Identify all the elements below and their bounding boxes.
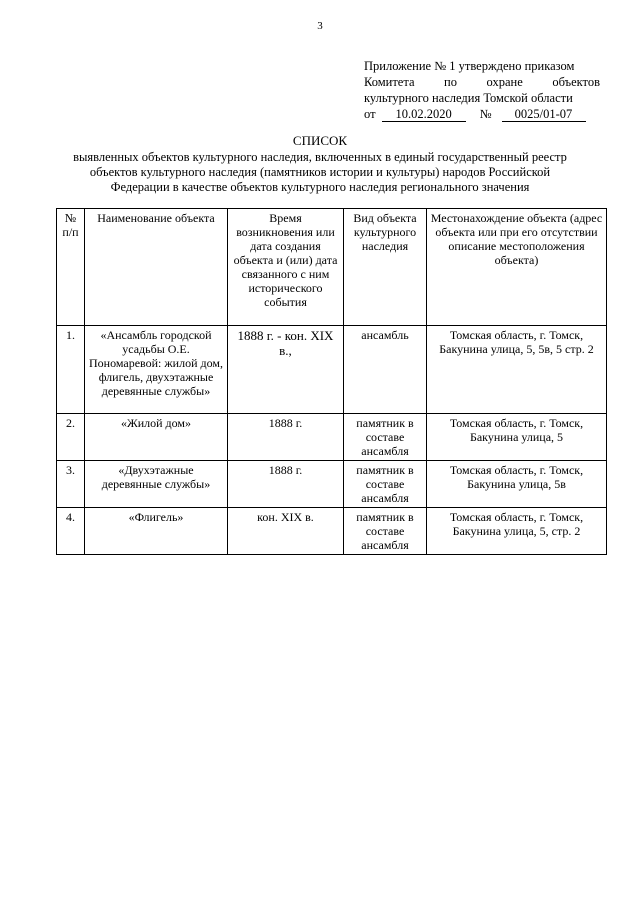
heritage-registry-table <box>56 208 607 555</box>
header-name: Наименование объекта <box>85 209 228 326</box>
table-row <box>57 326 607 414</box>
cell-date: 1888 г. - кон. XIX в., <box>228 326 344 414</box>
cell-date: кон. XIX в. <box>228 508 344 555</box>
approval-line-2: Комитета по охране объектов <box>364 75 600 89</box>
approval-date-line <box>364 106 600 122</box>
cell-date: 1888 г. <box>228 461 344 508</box>
cell-kind: памятник в составе ансамбля <box>344 414 427 461</box>
cell-location: Томская область, г. Томск, Бакунина улица, 5, стр. 2 <box>427 508 607 555</box>
header-number: № п/п <box>57 209 85 326</box>
table-row <box>57 508 607 555</box>
number-label: № <box>479 107 492 121</box>
header-location: Местонахождение объекта (адрес объекта или при его отсутствии описание местоположения объекта) <box>427 209 607 326</box>
cell-name: «Жилой дом» <box>85 414 228 461</box>
cell-date: 1888 г. <box>228 414 344 461</box>
cell-kind: памятник в составе ансамбля <box>344 461 427 508</box>
table-header-row <box>57 209 607 326</box>
cell-number: 3. <box>57 461 85 508</box>
cell-name: «Ансамбль городской усадьбы О.Е. Пономаревой: жилой дом, флигель, двухэтажные деревянные службы» <box>85 326 228 414</box>
approval-line-1: Приложение № 1 утверждено приказом <box>364 59 575 73</box>
document-title: СПИСОК <box>292 133 348 148</box>
cell-location: Томская область, г. Томск, Бакунина улица, 5, 5в, 5 стр. 2 <box>427 326 607 414</box>
cell-name: «Флигель» <box>85 508 228 555</box>
from-label: от <box>364 107 376 121</box>
cell-number: 4. <box>57 508 85 555</box>
cell-kind: памятник в составе ансамбля <box>344 508 427 555</box>
approval-number: 0025/01-07 <box>502 107 586 122</box>
cell-number: 1. <box>57 326 85 414</box>
cell-location: Томская область, г. Томск, Бакунина улица, 5 <box>427 414 607 461</box>
cell-name: «Двухэтажные деревянные службы» <box>85 461 228 508</box>
header-date: Время возникновения или дата создания объекта и (или) дата связанного с ним исторического события <box>228 209 344 326</box>
approval-line-3: культурного наследия Томской области <box>364 91 573 105</box>
cell-kind: ансамбль <box>344 326 427 414</box>
document-subtitle: выявленных объектов культурного наследия, включенных в единый государственный реестр объектов культурного наследия (памятников истории и культуры) народов Российской Федерации в качестве объектов культурного наследия регионального значения <box>73 150 567 194</box>
approval-date: 10.02.2020 <box>382 107 466 122</box>
page-number: 3 <box>317 20 323 32</box>
header-kind: Вид объекта культурного наследия <box>344 209 427 326</box>
approval-block <box>364 58 600 122</box>
cell-number: 2. <box>57 414 85 461</box>
cell-location: Томская область, г. Томск, Бакунина улица, 5в <box>427 461 607 508</box>
table-row <box>57 414 607 461</box>
table-row <box>57 461 607 508</box>
